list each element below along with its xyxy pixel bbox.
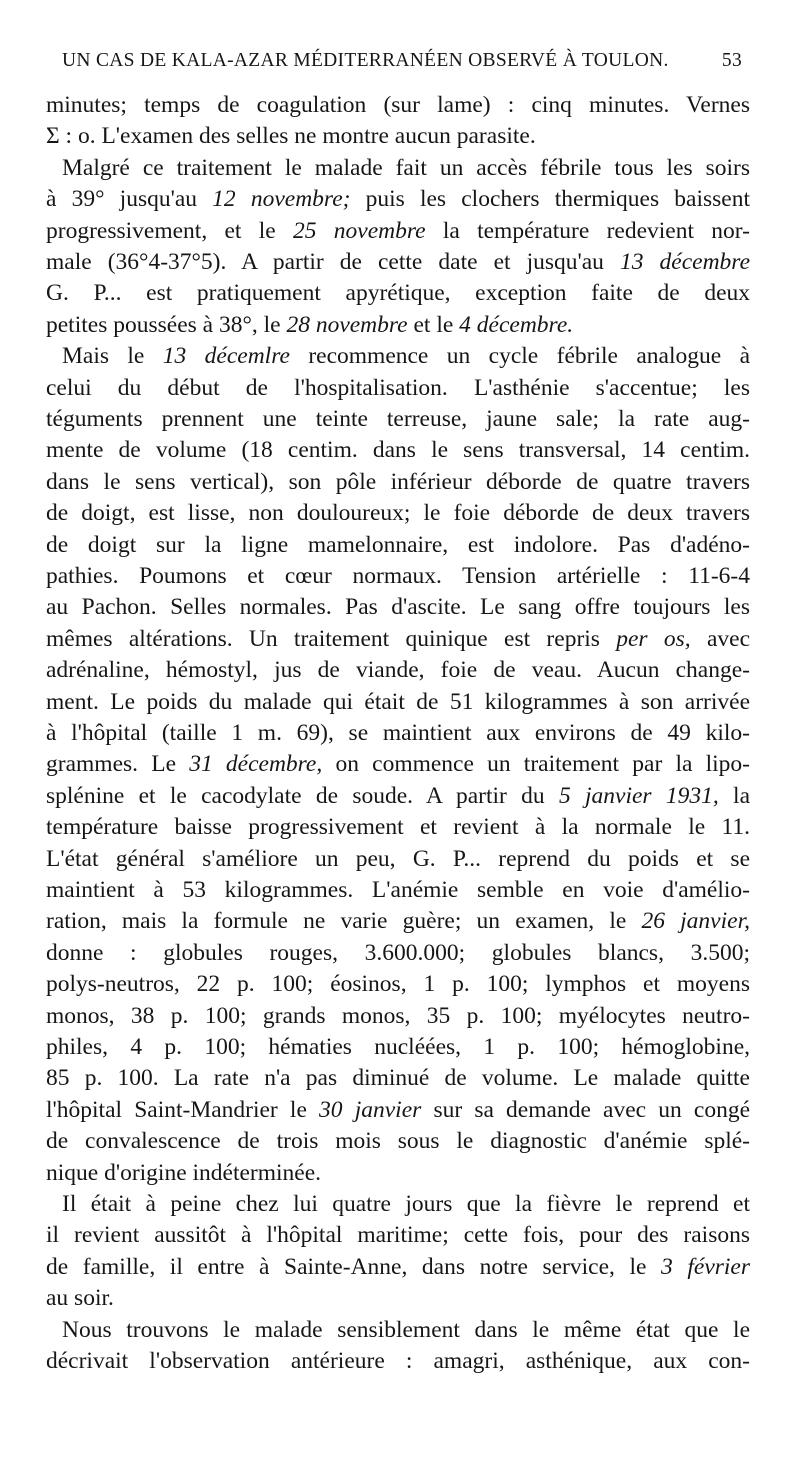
text-segment: et le (407, 311, 460, 338)
text-line (46, 1156, 750, 1190)
text-line (46, 936, 750, 970)
text-line (46, 842, 750, 876)
text-segment: la (718, 782, 750, 809)
text-line (46, 1061, 750, 1095)
text-segment: température baisse progressivement et revient à la normale le 11. (46, 814, 750, 841)
text-segment: G. P... est pratiquement apyrétique, exception faite de deux (46, 280, 750, 307)
text-line (46, 747, 750, 781)
running-head-title: UN CAS DE KALA-AZAR MÉDITERRANÉEN OBSERVÉ À TOULON. (62, 50, 669, 71)
text-segment: de doigt, est lisse, non douloureux; le foie déborde de deux travers (46, 500, 750, 527)
text-segment: Il était à peine chez lui quatre jours que la fièvre le reprend et (62, 1191, 750, 1217)
text-segment: il revient aussitôt à l'hôpital maritime; cette fois, pour des raisons (46, 1222, 750, 1249)
text-segment: mente de volume (18 centim. dans le sens transversal, 14 centim. (46, 437, 750, 464)
text-line (46, 999, 750, 1033)
text-segment: de famille, il entre à Sainte-Anne, dans notre service, le (46, 1253, 662, 1280)
text-line (46, 716, 750, 750)
italic-date: per os, (616, 625, 691, 652)
text-segment: mêmes altérations. Un traitement quinique est repris (46, 625, 617, 652)
text-segment: on commence un traitement par la lipo- (322, 751, 750, 778)
text-segment: progressivement, et le (46, 217, 293, 244)
text-segment: dans le sens vertical), son pôle inférieur déborde de quatre travers (46, 468, 750, 495)
text-line (46, 119, 750, 153)
text-segment: minutes; temps de coagulation (sur lame) : cinq minutes. Vernes (46, 92, 750, 118)
italic-date: 31 décembre, (189, 751, 323, 778)
text-line (62, 339, 750, 373)
text-segment: de doigt sur la ligne mamelonnaire, est indolore. Pas d'adéno- (46, 531, 750, 558)
running-head (62, 46, 742, 76)
text-line (46, 1218, 750, 1252)
text-segment: de convalescence de trois mois sous le diagnostic d'anémie splé- (46, 1128, 750, 1155)
text-line (46, 1281, 750, 1315)
italic-date: 4 décembre. (459, 311, 574, 338)
text-segment: décrivait l'observation antérieure : amagri, asthénique, aux con- (46, 1348, 750, 1374)
italic-date: 12 novembre; (212, 186, 351, 213)
text-segment: Nous trouvons le malade sensiblement dans le même état que le (62, 1316, 750, 1343)
text-segment: celui du début de l'hospitalisation. L'asthénie s'accentue; les (46, 374, 750, 401)
text-segment: nique d'origine indéterminée. (46, 1159, 322, 1186)
text-line (46, 590, 750, 624)
text-segment: sur sa demande avec un congé (421, 1096, 750, 1123)
text-line (46, 559, 750, 593)
text-line (46, 371, 750, 405)
text-line (46, 904, 750, 938)
text-segment: monos, 38 p. 100; grands monos, 35 p. 100; myélocytes neutro- (46, 1002, 750, 1029)
text-line (46, 1093, 750, 1127)
text-line (46, 622, 750, 656)
text-segment: ment. Le poids du malade qui était de 51 kilogrammes à son arrivée (46, 688, 750, 715)
text-line (62, 151, 750, 185)
text-line (62, 1187, 750, 1221)
italic-date: 5 janvier 1931, (558, 782, 719, 809)
text-segment: philes, 4 p. 100; hématies nucléées, 1 p. 100; hémoglobine, (46, 1034, 750, 1060)
text-segment: Σ : o. L'examen des selles ne montre aucun parasite. (46, 123, 536, 150)
text-line (46, 1124, 750, 1158)
text-line (46, 308, 750, 342)
text-segment: male (36°4-37°5). A partir de cette date et jusqu'au (46, 249, 620, 275)
text-segment: puis les clochers thermiques baissent (350, 186, 750, 213)
text-segment: au soir. (46, 1285, 114, 1312)
text-segment: Malgré ce traitement le malade fait un accès fébrile tous les soirs (62, 154, 750, 181)
italic-date: 28 novembre (286, 311, 408, 338)
text-segment: maintient à 53 kilogrammes. L'anémie semble en voie d'amélio- (46, 877, 750, 903)
text-segment: donne : globules rouges, 3.600.000; globules blancs, 3.500; (46, 939, 750, 966)
text-segment: au Pachon. Selles normales. Pas d'ascite. Le sang offre toujours les (46, 594, 750, 621)
text-line (46, 496, 750, 530)
text-segment: 85 p. 100. La rate n'a pas diminué de volume. Le malade quitte (46, 1065, 750, 1092)
text-line (46, 245, 750, 279)
text-line (46, 1344, 750, 1378)
italic-date: 25 novembre (292, 217, 426, 244)
text-segment: Mais le (62, 343, 163, 370)
text-line (46, 873, 750, 907)
text-line (46, 810, 750, 844)
text-line (46, 1250, 750, 1284)
text-segment: l'hôpital Saint-Mandrier le (46, 1096, 320, 1123)
text-segment: splénine et le cacodylate de soude. A partir du (46, 782, 559, 809)
text-line (46, 779, 750, 813)
text-segment: téguments prennent une teinte terreuse, jaune sale; la rate aug- (46, 406, 750, 432)
text-segment: à l'hôpital (taille 1 m. 69), se maintient aux environs de 49 kilo- (46, 720, 750, 746)
italic-date: 13 décemlre (162, 343, 290, 370)
italic-date: 30 janvier (319, 1096, 422, 1123)
text-line (46, 214, 750, 248)
text-line (62, 1313, 750, 1347)
text-line (46, 967, 750, 1001)
italic-date: 13 décembre (619, 249, 750, 275)
italic-date: 3 février (661, 1253, 751, 1280)
text-line (46, 465, 750, 499)
text-line (46, 182, 750, 216)
text-segment: la température redevient nor- (425, 217, 750, 244)
text-line (46, 433, 750, 467)
text-line (46, 1030, 750, 1064)
italic-date: 26 janvier, (641, 908, 750, 935)
text-segment: avec (690, 625, 750, 652)
text-segment: grammes. Le (46, 751, 190, 778)
text-segment: pathies. Poumons et cœur normaux. Tension artérielle : 11-6-4 (46, 563, 750, 589)
text-line (46, 653, 750, 687)
text-segment: polys-neutros, 22 p. 100; éosinos, 1 p. 100; lymphos et moyens (46, 971, 750, 998)
text-line (46, 402, 750, 436)
text-segment: recommence un cycle fébrile analogue à (289, 343, 750, 370)
text-segment: à 39° jusqu'au (46, 186, 213, 213)
text-line (46, 528, 750, 562)
text-segment: petites poussées à 38°, le (46, 311, 287, 338)
text-segment: adrénaline, hémostyl, jus de viande, foie de veau. Aucun change- (46, 657, 750, 684)
page-number: 53 (721, 50, 742, 71)
text-line (46, 276, 750, 310)
text-segment: L'état général s'améliore un peu, G. P... reprend du poids et se (46, 845, 750, 872)
text-line (46, 685, 750, 719)
text-line (46, 88, 750, 122)
text-segment: ration, mais la formule ne varie guère; un examen, le (46, 908, 642, 935)
